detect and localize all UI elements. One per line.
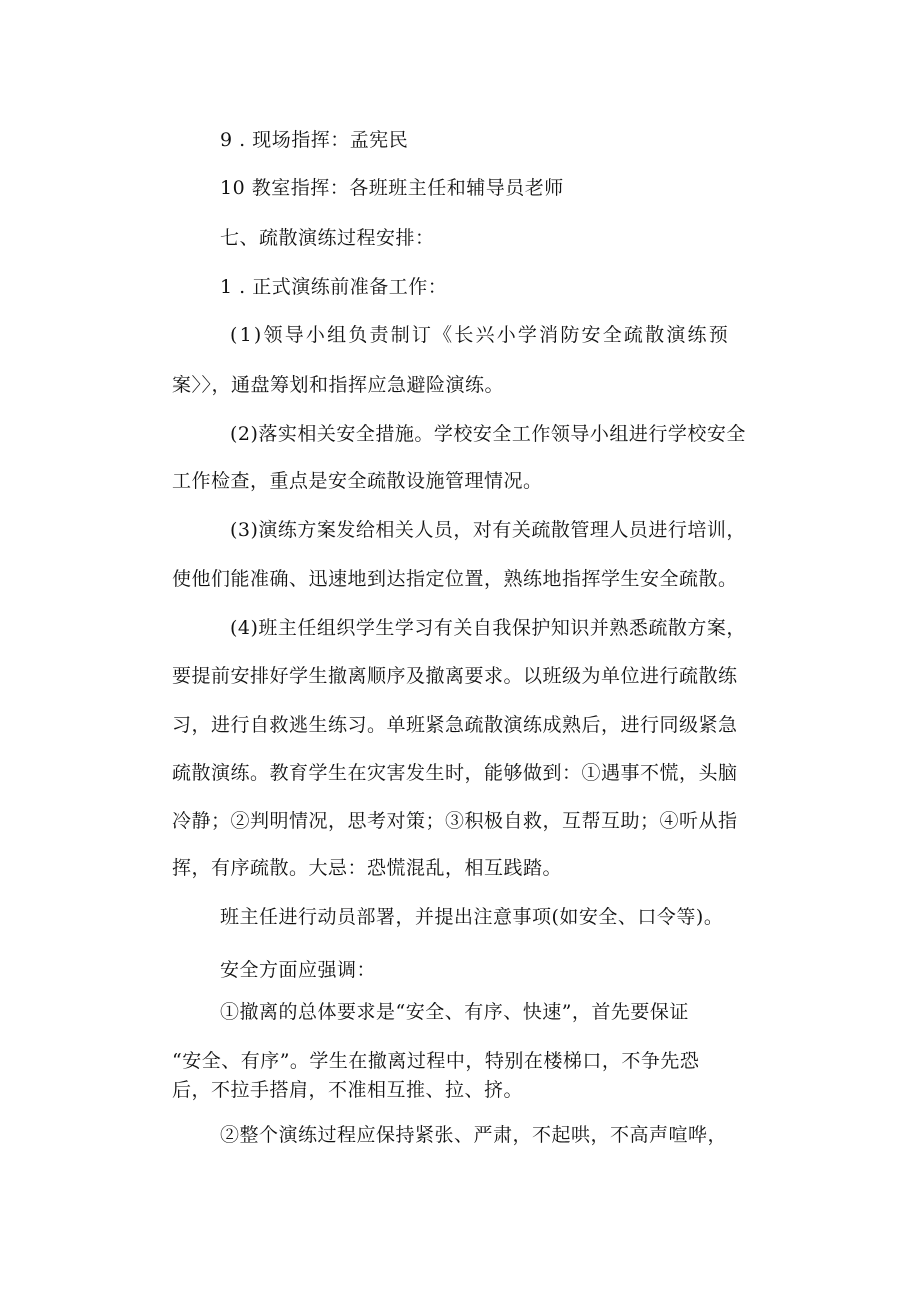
text-line: 9 . 现场指挥：孟宪民 <box>220 129 409 151</box>
text-line: (2)落实相关安全措施。学校安全工作领导小组进行学校安全 <box>230 423 746 445</box>
text-line: 安全方面应强调： <box>220 959 377 981</box>
text-line: 10 教室指挥：各班班主任和辅导员老师 <box>220 177 564 199</box>
text-line: “安全、有序”。学生在撤离过程中，特别在楼梯口，不争先恐 <box>172 1050 700 1072</box>
text-line: 1 . 正式演练前准备工作： <box>220 276 448 298</box>
text-line: (4)班主任组织学生学习有关自我保护知识并熟悉疏散方案， <box>230 617 746 639</box>
text-line: 工作检查，重点是安全疏散设施管理情况。 <box>172 470 543 492</box>
text-line: 后，不拉手搭肩，不准相互推、拉、挤。 <box>172 1079 524 1101</box>
text-line: (3)演练方案发给相关人员，对有关疏散管理人员进行培训， <box>230 519 746 541</box>
text-line: ①撤离的总体要求是“安全、有序、快速”，首先要保证 <box>220 1001 689 1023</box>
text-line: 挥，有序疏散。大忌：恐慌混乱，相互践踏。 <box>172 857 563 879</box>
text-line: 班主任进行动员部署，并提出注意事项(如安全、口令等)。 <box>220 906 724 928</box>
text-line: 案〉〉，通盘筹划和指挥应急避险演练。 <box>172 374 505 396</box>
text-line: 使他们能准确、迅速地到达指定位置，熟练地指挥学生安全疏散。 <box>172 568 738 590</box>
text-line: 疏散演练。教育学生在灾害发生时，能够做到：①遇事不慌，头脑 <box>172 762 738 784</box>
text-line: 要提前安排好学生撤离顺序及撤离要求。以班级为单位进行疏散练 <box>172 665 738 687</box>
text-line: 冷静；②判明情况，思考对策；③积极自救，互帮互助；④听从指 <box>172 810 738 832</box>
text-line: 习，进行自救逃生练习。单班紧急疏散演练成熟后，进行同级紧急 <box>172 714 738 736</box>
text-line: (1)领导小组负责制订《长兴小学消防安全疏散演练预 <box>230 324 730 346</box>
section-heading: 七、疏散演练过程安排： <box>220 227 435 249</box>
text-line: ②整个演练过程应保持紧张、严肃，不起哄，不高声喧哗， <box>220 1124 728 1146</box>
